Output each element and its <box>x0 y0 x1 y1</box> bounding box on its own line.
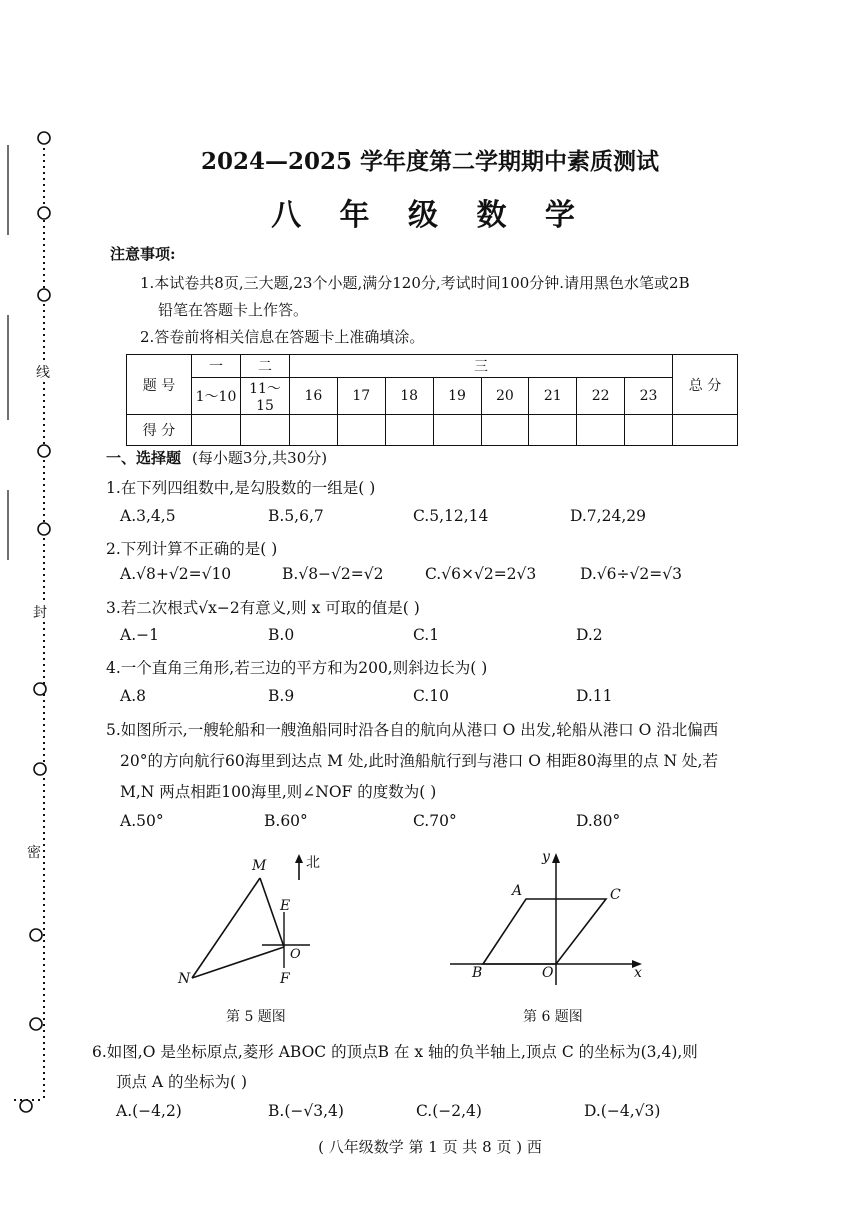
figure-5-caption: 第 5 题图 <box>226 1009 286 1025</box>
binding-line-char: 线 <box>36 362 50 382</box>
figure-5-label-e: E <box>280 898 291 914</box>
question-6-option-d: D.(−4,√3) <box>584 1102 661 1120</box>
question-4-option-c: C.10 <box>413 687 449 705</box>
figure-6-y-arrow <box>552 853 560 863</box>
score-cell <box>529 415 577 446</box>
figure-6-caption: 第 6 题图 <box>523 1009 583 1025</box>
figure-6-label-y: y <box>542 849 550 865</box>
section-1-note: (每小题3分,共30分) <box>192 449 328 467</box>
exam-title: 2024—2025 学年度第二学期期中素质测试 <box>200 148 660 175</box>
score-cell <box>290 415 338 446</box>
figure-5-segment-nm <box>192 878 260 978</box>
question-4-option-a: A.8 <box>120 687 146 705</box>
subject-title: 八 年 级 数 学 <box>271 198 589 233</box>
question-5-option-a: A.50° <box>120 812 164 830</box>
binding-secret-char: 密 <box>27 842 41 862</box>
figure-6 <box>440 845 660 995</box>
question-6-option-c: C.(−2,4) <box>416 1102 482 1120</box>
page-footer: ( 八年级数学 第 1 页 共 8 页 ) 西 <box>318 1138 542 1156</box>
question-1-option-d: D.7,24,29 <box>570 507 646 525</box>
question-2-option-c: C.√6×√2=2√3 <box>425 565 537 583</box>
figure-6-label-c: C <box>610 887 621 903</box>
question-5-line-2: 20°的方向航行60海里到达点 M 处,此时渔船航行到与港口 O 相距80海里的点 N 处,若 <box>120 752 718 770</box>
question-4-option-d: D.11 <box>576 687 613 705</box>
score-table-group-2: 二 <box>241 355 290 378</box>
score-cell <box>577 415 625 446</box>
question-2-stem: 2.下列计算不正确的是( ) <box>106 540 278 558</box>
question-4-stem: 4.一个直角三角形,若三边的平方和为200,则斜边长为( ) <box>106 659 488 677</box>
notice-item-1: 1.本试卷共8页,三大题,23个小题,满分120分,考试时间100分钟.请用黑色水笔或2B <box>140 274 690 292</box>
question-6-option-a: A.(−4,2) <box>116 1102 182 1120</box>
question-1-option-c: C.5,12,14 <box>413 507 489 525</box>
question-5-option-d: D.80° <box>576 812 621 830</box>
figure-6-label-o: O <box>542 965 554 981</box>
notice-item-2: 2.答卷前将相关信息在答题卡上准确填涂。 <box>140 328 425 346</box>
question-2-option-b: B.√8−√2=√2 <box>282 565 384 583</box>
figure-6-label-x: x <box>634 965 642 981</box>
score-cell <box>481 415 529 446</box>
figure-6-label-a: A <box>512 883 523 899</box>
figure-5 <box>170 850 330 1000</box>
score-table-total-label: 总 分 <box>673 355 738 415</box>
question-3-stem: 3.若二次根式√x−2有意义,则 x 可取的值是( ) <box>106 599 420 617</box>
question-6-line-2: 顶点 A 的坐标为( ) <box>116 1073 248 1091</box>
notice-heading: 注意事项: <box>110 245 176 263</box>
notice-item-1-cont: 铅笔在答题卡上作答。 <box>158 301 309 319</box>
figure-5-north-label: 北 <box>306 855 320 871</box>
section-1-heading: 一、选择题 <box>106 449 182 467</box>
figure-6-rhombus <box>483 899 606 964</box>
score-table-sub: 22 <box>577 378 625 415</box>
score-cell <box>192 415 241 446</box>
score-table-score-label: 得 分 <box>127 415 192 446</box>
score-cell <box>673 415 738 446</box>
score-table-group-3: 三 <box>290 355 673 378</box>
binding-seal-char: 封 <box>33 602 47 622</box>
score-table-sub: 1～10 <box>192 378 241 415</box>
score-table-sub: 19 <box>433 378 481 415</box>
question-3-option-d: D.2 <box>576 626 603 644</box>
question-1-stem: 1.在下列四组数中,是勾股数的一组是( ) <box>106 479 376 497</box>
figure-5-label-n: N <box>178 971 191 987</box>
score-table-sub: 16 <box>290 378 338 415</box>
question-5-line-1: 5.如图所示,一艘轮船和一艘渔船同时沿各自的航向从港口 O 出发,轮船从港口 O 沿北偏西 <box>106 721 719 739</box>
score-table-group-1: 一 <box>192 355 241 378</box>
score-table-sub: 17 <box>337 378 385 415</box>
question-1-option-a: A.3,4,5 <box>120 507 176 525</box>
question-2-option-d: D.√6÷√2=√3 <box>580 565 682 583</box>
question-5-option-b: B.60° <box>264 812 308 830</box>
question-3-option-b: B.0 <box>268 626 295 644</box>
score-table-sub: 23 <box>625 378 673 415</box>
score-table-sub: 11～15 <box>241 378 290 415</box>
figure-5-label-o: O <box>290 947 301 962</box>
score-cell <box>385 415 433 446</box>
score-table-sub: 20 <box>481 378 529 415</box>
figure-5-label-f: F <box>280 971 290 987</box>
question-3-option-c: C.1 <box>413 626 440 644</box>
question-2-option-a: A.√8+√2=√10 <box>120 565 232 583</box>
score-table-number-label: 题 号 <box>127 355 192 415</box>
score-cell <box>337 415 385 446</box>
question-3-option-a: A.−1 <box>120 626 159 644</box>
binding-margin <box>0 0 70 1216</box>
question-4-option-b: B.9 <box>268 687 295 705</box>
score-table-sub: 18 <box>385 378 433 415</box>
figure-5-label-m: M <box>252 858 267 874</box>
figure-5-segment-no <box>192 947 284 978</box>
question-6-option-b: B.(−√3,4) <box>268 1102 344 1120</box>
score-cell <box>241 415 290 446</box>
figure-5-north-arrow-head <box>295 854 303 863</box>
question-1-option-b: B.5,6,7 <box>268 507 324 525</box>
question-6-line-1: 6.如图,O 是坐标原点,菱形 ABOC 的顶点B 在 x 轴的负半轴上,顶点 C 的坐标为(3,4),则 <box>92 1043 698 1061</box>
figure-5-drawing <box>170 850 330 1000</box>
score-table-sub: 21 <box>529 378 577 415</box>
score-table <box>126 354 738 446</box>
question-5-option-c: C.70° <box>413 812 457 830</box>
score-cell <box>625 415 673 446</box>
score-cell <box>433 415 481 446</box>
figure-6-label-b: B <box>472 965 483 981</box>
question-5-line-3: M,N 两点相距100海里,则∠NOF 的度数为( ) <box>120 783 437 801</box>
